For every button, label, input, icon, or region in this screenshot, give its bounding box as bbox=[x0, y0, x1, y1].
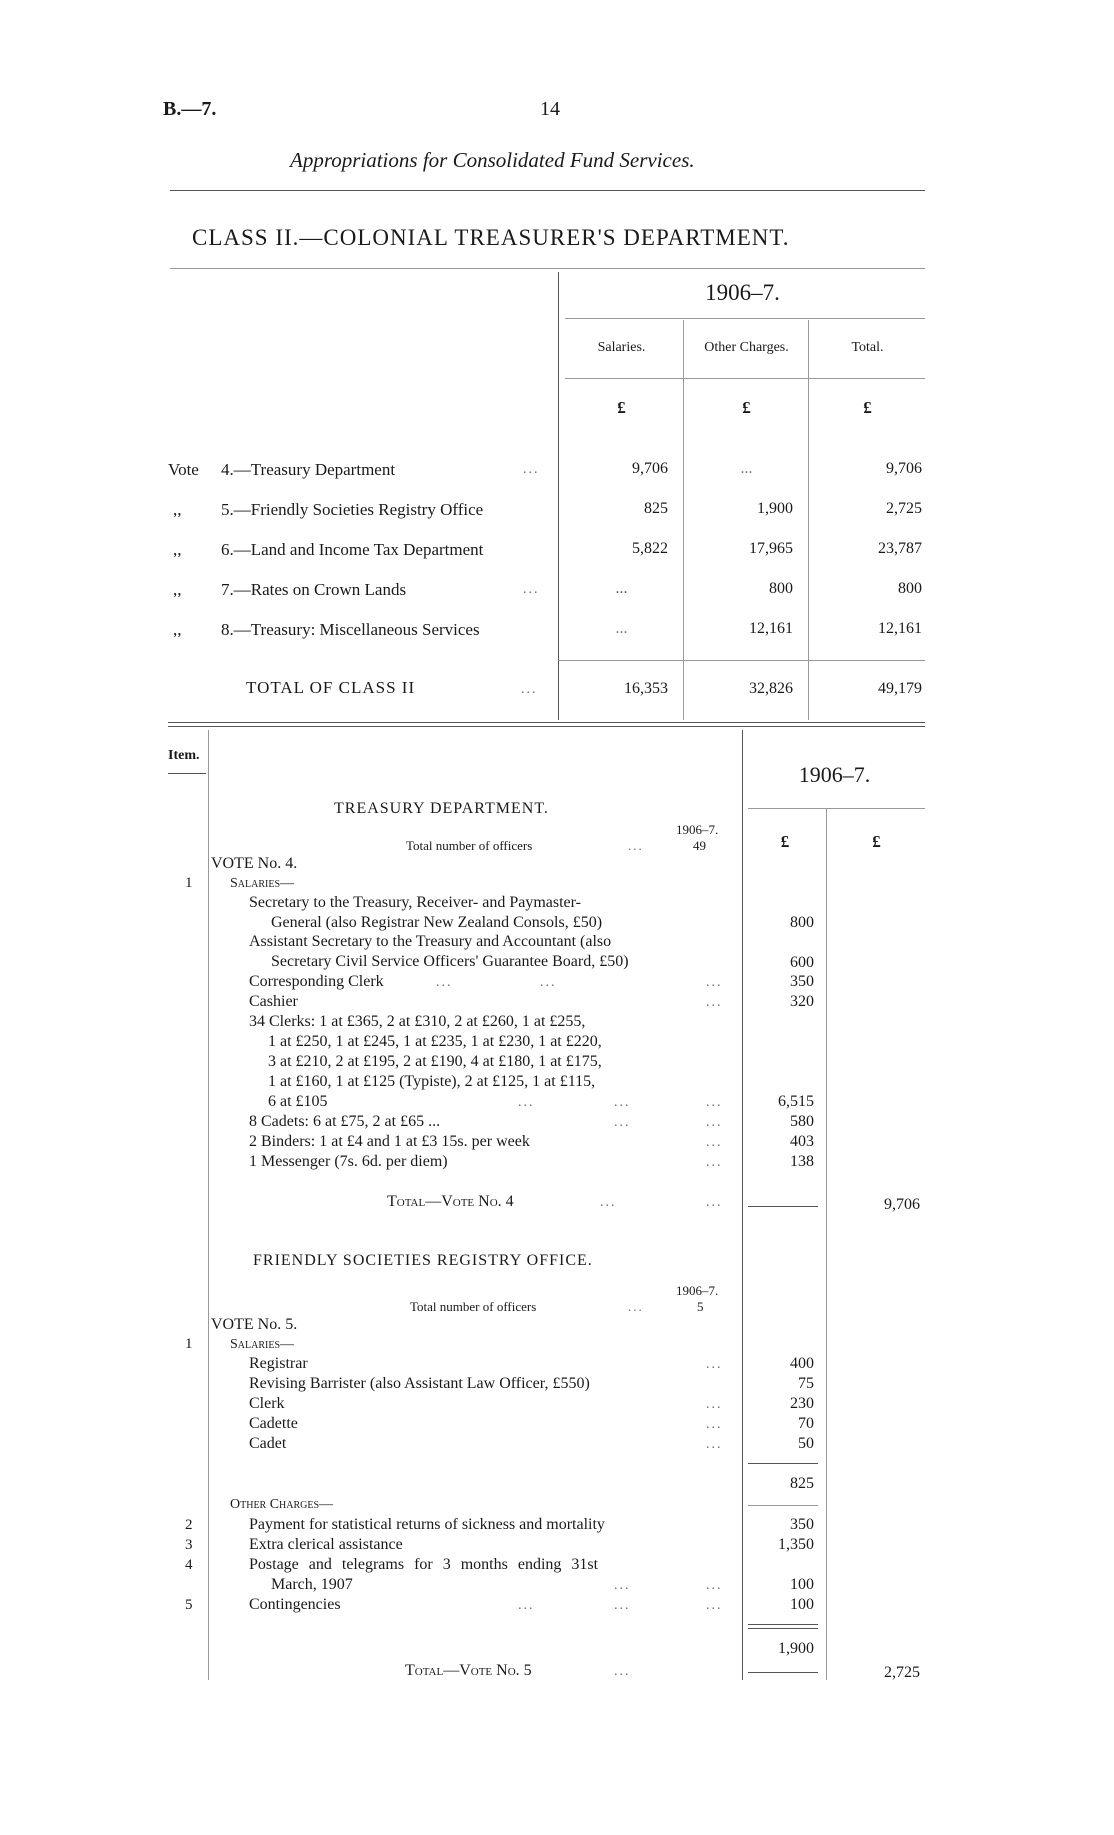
leader-dots: ... bbox=[523, 462, 540, 477]
vote-total: 2,725 bbox=[884, 1664, 920, 1681]
leader-dots: ... bbox=[600, 1195, 617, 1210]
section-double-rule bbox=[168, 726, 925, 727]
total-rule bbox=[748, 1206, 818, 1207]
leader-dots: ... bbox=[436, 975, 453, 990]
col-total: Total. bbox=[851, 340, 884, 355]
leader-dots: ... bbox=[628, 1299, 644, 1314]
item-rule bbox=[168, 773, 206, 774]
leader-dots: ... bbox=[706, 1397, 723, 1412]
row-salaries: 9,706 bbox=[632, 460, 668, 477]
row-other: 12,161 bbox=[749, 620, 793, 637]
line-amount: 70 bbox=[798, 1415, 814, 1432]
item-divider bbox=[208, 730, 209, 1680]
line-amount: 400 bbox=[790, 1355, 814, 1372]
row-total: 9,706 bbox=[886, 460, 922, 477]
leader-dots: ... bbox=[706, 995, 723, 1010]
summary-divider bbox=[558, 272, 559, 720]
summary-rule bbox=[565, 378, 925, 379]
vote-title: VOTE No. 4. bbox=[211, 855, 298, 872]
line-amount: 100 bbox=[790, 1576, 814, 1593]
officers-count: 5 bbox=[697, 1299, 704, 1314]
line-text: Extra clerical assistance bbox=[249, 1536, 403, 1553]
ditto-mark: ,, bbox=[173, 620, 182, 639]
leader-dots: ... bbox=[706, 1155, 723, 1170]
detail-rule bbox=[748, 808, 925, 809]
officers-year: 1906–7. bbox=[676, 1283, 719, 1298]
row-other: 17,965 bbox=[749, 540, 793, 557]
row-other: ... bbox=[740, 460, 753, 477]
leader-dots: ... bbox=[706, 1115, 723, 1130]
row-label: 8.—Treasury: Miscellaneous Services bbox=[221, 620, 480, 639]
summary-rule bbox=[558, 660, 925, 661]
total-other: 32,826 bbox=[749, 680, 793, 697]
other-charges-heading: Other Charges— bbox=[230, 1497, 334, 1512]
leader-dots: ... bbox=[523, 582, 540, 597]
row-total: 800 bbox=[898, 580, 922, 597]
leader-dots: ... bbox=[614, 1095, 631, 1110]
line-amount: 600 bbox=[790, 954, 814, 971]
line-text: Payment for statistical returns of sickness and mortality bbox=[249, 1516, 605, 1533]
line-amount: 75 bbox=[798, 1375, 814, 1392]
salaries-heading: Salaries— bbox=[230, 876, 295, 891]
line-amount: 403 bbox=[790, 1133, 814, 1150]
item-header: Item. bbox=[168, 748, 200, 763]
subtotal-rule bbox=[748, 1463, 818, 1464]
leader-dots: ... bbox=[706, 1578, 723, 1593]
line-text: 6 at £105 bbox=[268, 1093, 328, 1110]
line-text: March, 1907 bbox=[271, 1576, 353, 1593]
total-total: 49,179 bbox=[878, 680, 922, 697]
currency-symbol: £ bbox=[863, 398, 872, 417]
leader-dots: ... bbox=[628, 838, 644, 853]
line-text: Cadet bbox=[249, 1435, 287, 1452]
line-amount: 320 bbox=[790, 993, 814, 1010]
line-text: 3 at £210, 2 at £195, 2 at £190, 4 at £180, 1 at £175, bbox=[268, 1053, 602, 1070]
row-label: 7.—Rates on Crown Lands bbox=[221, 580, 407, 599]
col-salaries: Salaries. bbox=[597, 340, 646, 355]
salaries-heading: Salaries— bbox=[230, 1337, 295, 1352]
line-text: 2 Binders: 1 at £4 and 1 at £3 15s. per week bbox=[249, 1133, 530, 1150]
row-total: 12,161 bbox=[878, 620, 922, 637]
ditto-mark: ,, bbox=[173, 580, 182, 599]
document-reference: B.—7. bbox=[163, 98, 217, 120]
row-salaries: 825 bbox=[644, 500, 668, 517]
row-salaries: ... bbox=[615, 620, 628, 637]
row-total: 23,787 bbox=[878, 540, 922, 557]
subtotal-rule bbox=[748, 1505, 818, 1506]
ditto-mark: ,, bbox=[173, 540, 182, 559]
item-number: 3 bbox=[185, 1537, 193, 1553]
currency-symbol: £ bbox=[617, 398, 626, 417]
leader-dots: ... bbox=[521, 682, 538, 697]
vote-title: VOTE No. 5. bbox=[211, 1316, 298, 1333]
row-salaries: ... bbox=[615, 580, 628, 597]
item-number: 5 bbox=[185, 1597, 193, 1613]
other-subtotal: 1,900 bbox=[778, 1640, 814, 1657]
header-rule bbox=[170, 190, 925, 191]
line-text: Assistant Secretary to the Treasury and Accountant (also bbox=[249, 933, 612, 950]
leader-dots: ... bbox=[614, 1598, 631, 1613]
row-other: 1,900 bbox=[757, 500, 793, 517]
item-number: 1 bbox=[185, 1336, 193, 1352]
vote-total-label: Total—Vote No. 5 bbox=[405, 1662, 532, 1679]
line-text: Revising Barrister (also Assistant Law Officer, £550) bbox=[249, 1375, 590, 1392]
leader-dots: ... bbox=[706, 975, 723, 990]
ditto-mark: ,, bbox=[173, 500, 182, 519]
line-text: Postage and telegrams for 3 months ending 31st bbox=[249, 1556, 599, 1573]
officers-count: 49 bbox=[693, 838, 706, 853]
row-other: 800 bbox=[769, 580, 793, 597]
total-rule bbox=[748, 1672, 818, 1673]
summary-rule bbox=[565, 318, 925, 319]
line-text: 8 Cadets: 6 at £75, 2 at £65 ... bbox=[249, 1113, 441, 1130]
leader-dots: ... bbox=[614, 1115, 631, 1130]
line-text: Registrar bbox=[249, 1355, 308, 1372]
leader-dots: ... bbox=[706, 1598, 723, 1613]
row-label: 5.—Friendly Societies Registry Office bbox=[221, 500, 484, 519]
line-text: Secretary to the Treasury, Receiver- and Paymaster- bbox=[249, 894, 581, 911]
line-amount: 100 bbox=[790, 1596, 814, 1613]
total-salaries: 16,353 bbox=[624, 680, 668, 697]
item-number: 2 bbox=[185, 1517, 193, 1533]
detail-year: 1906–7. bbox=[798, 762, 871, 787]
line-amount: 350 bbox=[790, 1516, 814, 1533]
currency-symbol: £ bbox=[780, 832, 790, 851]
section-double-rule bbox=[168, 722, 925, 723]
line-text: 34 Clerks: 1 at £365, 2 at £310, 2 at £260, 1 at £255, bbox=[249, 1013, 586, 1030]
line-amount: 138 bbox=[790, 1153, 814, 1170]
salaries-subtotal: 825 bbox=[790, 1475, 814, 1492]
leader-dots: ... bbox=[614, 1578, 631, 1593]
leader-dots: ... bbox=[706, 1417, 723, 1432]
leader-dots: ... bbox=[540, 975, 557, 990]
line-amount: 230 bbox=[790, 1395, 814, 1412]
line-amount: 800 bbox=[790, 914, 814, 931]
amount-divider bbox=[826, 808, 827, 1680]
officers-label: Total number of officers bbox=[410, 1299, 537, 1314]
amount-divider bbox=[742, 730, 743, 1680]
officers-label: Total number of officers bbox=[406, 838, 533, 853]
section-title: TREASURY DEPARTMENT. bbox=[334, 800, 549, 817]
officers-year: 1906–7. bbox=[676, 822, 719, 837]
currency-symbol: £ bbox=[872, 832, 881, 851]
item-number: 4 bbox=[185, 1557, 193, 1573]
currency-symbol: £ bbox=[742, 398, 751, 417]
line-amount: 6,515 bbox=[778, 1093, 814, 1110]
line-text: Corresponding Clerk bbox=[249, 973, 384, 990]
leader-dots: ... bbox=[614, 1664, 631, 1679]
line-amount: 350 bbox=[790, 973, 814, 990]
col-other-charges: Other Charges. bbox=[704, 340, 789, 355]
line-text: Cashier bbox=[249, 993, 298, 1010]
line-text: Contingencies bbox=[249, 1596, 341, 1613]
item-number: 1 bbox=[185, 875, 193, 891]
vote-label: Vote bbox=[168, 460, 199, 479]
page-number: 14 bbox=[540, 98, 560, 120]
section-title: FRIENDLY SOCIETIES REGISTRY OFFICE. bbox=[253, 1252, 593, 1269]
line-text: Clerk bbox=[249, 1395, 285, 1412]
leader-dots: ... bbox=[518, 1095, 535, 1110]
leader-dots: ... bbox=[706, 1135, 723, 1150]
row-salaries: 5,822 bbox=[632, 540, 668, 557]
line-text: Cadette bbox=[249, 1415, 298, 1432]
row-label: 4.—Treasury Department bbox=[221, 460, 396, 479]
summary-year: 1906–7. bbox=[705, 280, 780, 305]
line-text: 1 at £250, 1 at £245, 1 at £235, 1 at £230, 1 at £220, bbox=[268, 1033, 602, 1050]
total-class-label: TOTAL OF CLASS II bbox=[246, 678, 416, 697]
leader-dots: ... bbox=[518, 1598, 535, 1613]
row-total: 2,725 bbox=[886, 500, 922, 517]
line-amount: 580 bbox=[790, 1113, 814, 1130]
line-text: General (also Registrar New Zealand Consols, £50) bbox=[271, 914, 603, 931]
line-text: 1 Messenger (7s. 6d. per diem) bbox=[249, 1153, 448, 1170]
vote-total: 9,706 bbox=[884, 1196, 920, 1213]
leader-dots: ... bbox=[706, 1357, 723, 1372]
leader-dots: ... bbox=[706, 1095, 723, 1110]
summary-top-rule bbox=[170, 268, 925, 269]
line-amount: 50 bbox=[798, 1435, 814, 1452]
line-text: 1 at £160, 1 at £125 (Typiste), 2 at £125, 1 at £115, bbox=[268, 1073, 596, 1090]
page-subtitle: Appropriations for Consolidated Fund Services. bbox=[290, 148, 695, 172]
leader-dots: ... bbox=[706, 1195, 723, 1210]
row-label: 6.—Land and Income Tax Department bbox=[221, 540, 484, 559]
line-amount: 1,350 bbox=[778, 1536, 814, 1553]
leader-dots: ... bbox=[706, 1437, 723, 1452]
subtotal-rule bbox=[748, 1628, 818, 1629]
line-text: Secretary Civil Service Officers' Guarantee Board, £50) bbox=[271, 953, 629, 970]
subtotal-rule bbox=[748, 1624, 818, 1625]
class-title: CLASS II.—COLONIAL TREASURER'S DEPARTMENT. bbox=[192, 225, 790, 250]
vote-total-label: Total—Vote No. 4 bbox=[387, 1193, 514, 1210]
